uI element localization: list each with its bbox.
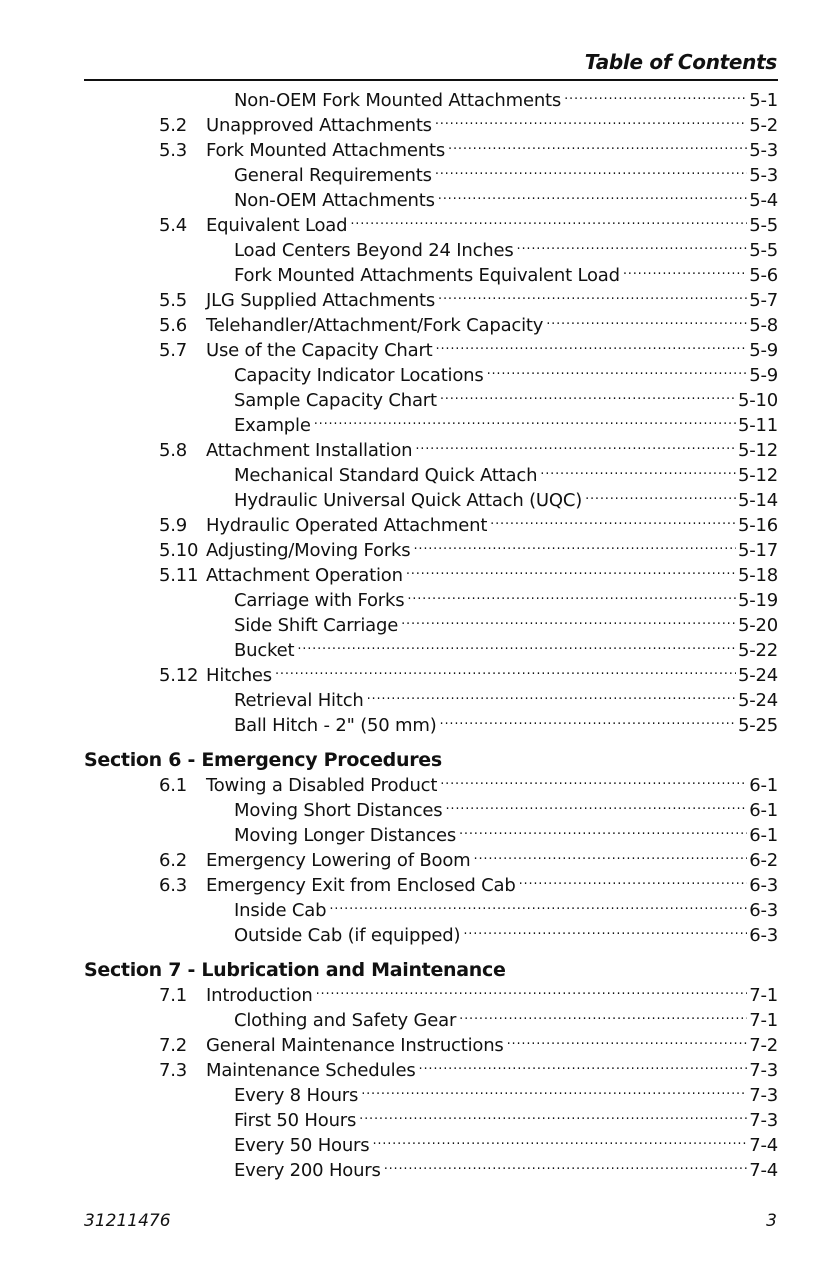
toc-entry-line bbox=[206, 438, 778, 463]
toc-entry[interactable] bbox=[0, 823, 825, 848]
toc-entry[interactable] bbox=[0, 613, 825, 638]
toc-entry-title: General Maintenance Instructions bbox=[206, 1035, 504, 1056]
dot-leader bbox=[350, 213, 747, 231]
toc-entry-line bbox=[234, 1108, 778, 1133]
toc-entry[interactable] bbox=[0, 138, 825, 163]
toc-entry-title: Side Shift Carriage bbox=[234, 615, 399, 636]
toc-entry-number: 5.12 bbox=[159, 665, 199, 686]
toc-entry-line bbox=[206, 983, 778, 1008]
toc-entry-line bbox=[206, 773, 778, 798]
toc-entry-line bbox=[234, 713, 778, 738]
toc-entry-page: 7-3 bbox=[749, 1110, 778, 1131]
toc-entry-line bbox=[206, 1033, 778, 1058]
toc-entry-title: Load Centers Beyond 24 Inches bbox=[234, 240, 514, 261]
toc-entry[interactable] bbox=[0, 1058, 825, 1083]
dot-leader bbox=[359, 1108, 747, 1126]
toc-entry-number: 6.3 bbox=[159, 875, 188, 896]
toc-entry-page: 5-17 bbox=[737, 540, 778, 561]
toc-entry-title: Use of the Capacity Chart bbox=[206, 340, 433, 361]
toc-entry[interactable] bbox=[0, 238, 825, 263]
toc-entry-title: Fork Mounted Attachments Equivalent Load bbox=[234, 265, 620, 286]
toc-entry[interactable] bbox=[0, 463, 825, 488]
toc-entry-number: 7.2 bbox=[159, 1035, 188, 1056]
toc-entry[interactable] bbox=[0, 1158, 825, 1183]
toc-entry-title: Retrieval Hitch bbox=[234, 690, 364, 711]
toc-entry-number: 5.10 bbox=[159, 540, 199, 561]
toc-entry[interactable] bbox=[0, 563, 825, 588]
toc-entry-page: 5-3 bbox=[749, 165, 778, 186]
dot-leader bbox=[623, 263, 747, 281]
toc-entry-number: 6.1 bbox=[159, 775, 188, 796]
toc-entry-number: 5.6 bbox=[159, 315, 188, 336]
toc-entry[interactable] bbox=[0, 923, 825, 948]
toc-entry[interactable] bbox=[0, 1133, 825, 1158]
toc-entry-title: Fork Mounted Attachments bbox=[206, 140, 446, 161]
dot-leader bbox=[436, 338, 748, 356]
toc-entry-page: 5-9 bbox=[749, 340, 778, 361]
toc-entry[interactable] bbox=[0, 188, 825, 213]
toc-entry-line bbox=[234, 613, 778, 638]
dot-leader bbox=[490, 513, 736, 531]
dot-leader bbox=[507, 1033, 748, 1051]
toc-entry-title: First 50 Hours bbox=[234, 1110, 357, 1131]
toc-entry-line bbox=[206, 848, 778, 873]
toc-entry-line bbox=[234, 898, 778, 923]
toc-entry-title: Every 50 Hours bbox=[234, 1135, 370, 1156]
toc-entry-number: 5.2 bbox=[159, 115, 188, 136]
toc-entry-title: Every 200 Hours bbox=[234, 1160, 381, 1181]
dot-leader bbox=[448, 138, 747, 156]
toc-entry[interactable] bbox=[0, 798, 825, 823]
toc-entry[interactable] bbox=[0, 898, 825, 923]
toc-entry-page: 5-25 bbox=[737, 715, 778, 736]
toc-entry-number: 5.3 bbox=[159, 140, 188, 161]
toc-entry-page: 5-16 bbox=[737, 515, 778, 536]
toc-entry-page: 5-7 bbox=[749, 290, 778, 311]
toc-entry-page: 5-10 bbox=[737, 390, 778, 411]
toc-entry-page: 5-2 bbox=[749, 115, 778, 136]
toc-entry[interactable] bbox=[0, 873, 825, 898]
toc-entry[interactable] bbox=[0, 438, 825, 463]
toc-entry-number: 5.8 bbox=[159, 440, 188, 461]
toc-entry-line bbox=[234, 238, 778, 263]
toc-entry[interactable] bbox=[0, 538, 825, 563]
toc-entry-line bbox=[206, 138, 778, 163]
toc-entry-title: Every 8 Hours bbox=[234, 1085, 359, 1106]
page-number: 3 bbox=[766, 1211, 777, 1231]
section-heading bbox=[0, 957, 825, 983]
dot-leader bbox=[440, 773, 747, 791]
toc-entry-page: 5-14 bbox=[737, 490, 778, 511]
toc-entry-line bbox=[206, 873, 778, 898]
dot-leader bbox=[384, 1158, 748, 1176]
toc-entry-page: 6-1 bbox=[749, 775, 778, 796]
toc-entry-line bbox=[206, 513, 778, 538]
toc-entry[interactable] bbox=[0, 1008, 825, 1033]
toc-entry-page: 7-4 bbox=[749, 1135, 778, 1156]
section-heading-text: Section 7 - Lubrication and Maintenance bbox=[84, 959, 506, 981]
dot-leader bbox=[519, 873, 748, 891]
toc-entry-page: 5-11 bbox=[737, 415, 778, 436]
toc-entry-page: 5-3 bbox=[749, 140, 778, 161]
toc-entry-number: 5.5 bbox=[159, 290, 188, 311]
toc-entry-title: Moving Longer Distances bbox=[234, 825, 456, 846]
toc-entry-page: 6-3 bbox=[749, 875, 778, 896]
toc-entry-number: 5.4 bbox=[159, 215, 188, 236]
toc-entry-title: Inside Cab bbox=[234, 900, 327, 921]
dot-leader bbox=[564, 88, 747, 106]
toc-entry-page: 5-19 bbox=[737, 590, 778, 611]
toc-entry-line bbox=[234, 823, 778, 848]
toc-entry-line bbox=[234, 1158, 778, 1183]
dot-leader bbox=[438, 188, 747, 206]
toc-entry-title: Emergency Lowering of Boom bbox=[206, 850, 471, 871]
dot-leader bbox=[487, 363, 748, 381]
toc-entry-title: Attachment Operation bbox=[206, 565, 403, 586]
dot-leader bbox=[517, 238, 748, 256]
toc-entry-number: 5.11 bbox=[159, 565, 199, 586]
toc-entry-page: 7-1 bbox=[749, 985, 778, 1006]
toc-entry-title: Telehandler/Attachment/Fork Capacity bbox=[206, 315, 544, 336]
toc-entry-page: 5-6 bbox=[749, 265, 778, 286]
dot-leader bbox=[361, 1083, 747, 1101]
dot-leader bbox=[419, 1058, 748, 1076]
dot-leader bbox=[275, 663, 736, 681]
toc-entry-line bbox=[234, 488, 778, 513]
toc-entry-line bbox=[234, 798, 778, 823]
toc-entry-title: Ball Hitch - 2" (50 mm) bbox=[234, 715, 437, 736]
toc-entry[interactable] bbox=[0, 1083, 825, 1108]
toc-entry-line bbox=[234, 588, 778, 613]
toc-entry-line bbox=[234, 688, 778, 713]
dot-leader bbox=[440, 713, 736, 731]
header-rule bbox=[84, 79, 778, 81]
toc-entry-title: Hydraulic Operated Attachment bbox=[206, 515, 488, 536]
toc-entry-page: 5-20 bbox=[737, 615, 778, 636]
toc-entry-line bbox=[234, 263, 778, 288]
dot-leader bbox=[314, 413, 736, 431]
toc-entry-number: 5.9 bbox=[159, 515, 188, 536]
toc-entry-title: Carriage with Forks bbox=[234, 590, 405, 611]
dot-leader bbox=[372, 1133, 747, 1151]
toc-entry-line bbox=[206, 538, 778, 563]
toc-entry-line bbox=[234, 463, 778, 488]
toc-entry[interactable] bbox=[0, 388, 825, 413]
toc-entry-line bbox=[206, 1058, 778, 1083]
toc-entry-title: Example bbox=[234, 415, 311, 436]
toc-entry[interactable] bbox=[0, 263, 825, 288]
toc-entry-title: Unapproved Attachments bbox=[206, 115, 432, 136]
toc-entry-line bbox=[206, 113, 778, 138]
dot-leader bbox=[474, 848, 748, 866]
toc-entry[interactable] bbox=[0, 213, 825, 238]
toc-entry-page: 6-1 bbox=[749, 800, 778, 821]
dot-leader bbox=[435, 113, 747, 131]
toc-entry-page: 6-3 bbox=[749, 900, 778, 921]
toc-entry-page: 7-1 bbox=[749, 1010, 778, 1031]
toc-entry[interactable] bbox=[0, 713, 825, 738]
toc-entry-title: Moving Short Distances bbox=[234, 800, 443, 821]
toc-entry-title: Capacity Indicator Locations bbox=[234, 365, 484, 386]
toc-entry[interactable] bbox=[0, 88, 825, 113]
toc-entry[interactable] bbox=[0, 338, 825, 363]
dot-leader bbox=[297, 638, 736, 656]
toc-entry-line bbox=[206, 663, 778, 688]
toc-entry-title: Maintenance Schedules bbox=[206, 1060, 416, 1081]
toc-entry-line bbox=[234, 163, 778, 188]
toc-entry-line bbox=[234, 188, 778, 213]
toc-entry-number: 7.1 bbox=[159, 985, 188, 1006]
toc-entry-line bbox=[234, 638, 778, 663]
dot-leader bbox=[438, 288, 747, 306]
section-heading bbox=[0, 747, 825, 773]
toc-entry[interactable] bbox=[0, 413, 825, 438]
toc-entry-number: 5.7 bbox=[159, 340, 188, 361]
toc-entry-title: Hydraulic Universal Quick Attach (UQC) bbox=[234, 490, 583, 511]
toc-entry[interactable] bbox=[0, 663, 825, 688]
toc-entry-title: Mechanical Standard Quick Attach bbox=[234, 465, 538, 486]
toc-entry-title: General Requirements bbox=[234, 165, 432, 186]
dot-leader bbox=[401, 613, 736, 631]
toc-entry[interactable] bbox=[0, 983, 825, 1008]
toc-entry-line bbox=[206, 313, 778, 338]
toc-entry-page: 5-9 bbox=[749, 365, 778, 386]
toc-entry-page: 5-22 bbox=[737, 640, 778, 661]
page-header-title: Table of Contents bbox=[584, 50, 777, 74]
toc-entry-number: 7.3 bbox=[159, 1060, 188, 1081]
toc-entry-title: Non-OEM Fork Mounted Attachments bbox=[234, 90, 562, 111]
toc-entry-title: Attachment Installation bbox=[206, 440, 413, 461]
section-heading-text: Section 6 - Emergency Procedures bbox=[84, 749, 442, 771]
toc-entry-title: Clothing and Safety Gear bbox=[234, 1010, 457, 1031]
toc-entry-page: 7-3 bbox=[749, 1085, 778, 1106]
dot-leader bbox=[329, 898, 747, 916]
toc-entry-line bbox=[206, 288, 778, 313]
toc-entry[interactable] bbox=[0, 848, 825, 873]
toc-entry-title: Hitches bbox=[206, 665, 272, 686]
toc-entry-page: 5-12 bbox=[737, 465, 778, 486]
toc-entry-line bbox=[206, 338, 778, 363]
dot-leader bbox=[463, 923, 747, 941]
toc-entry-page: 5-4 bbox=[749, 190, 778, 211]
toc-entry-page: 6-1 bbox=[749, 825, 778, 846]
toc-entry-page: 6-3 bbox=[749, 925, 778, 946]
toc-entry[interactable] bbox=[0, 288, 825, 313]
toc-entry[interactable] bbox=[0, 588, 825, 613]
dot-leader bbox=[540, 463, 736, 481]
toc-entry[interactable] bbox=[0, 773, 825, 798]
toc-entry-page: 7-4 bbox=[749, 1160, 778, 1181]
toc-entry-title: Towing a Disabled Product bbox=[206, 775, 438, 796]
toc-entry-page: 5-24 bbox=[737, 690, 778, 711]
toc-entry[interactable] bbox=[0, 638, 825, 663]
toc-entry-title: Adjusting/Moving Forks bbox=[206, 540, 411, 561]
toc-entry-title: Introduction bbox=[206, 985, 313, 1006]
toc-entry-line bbox=[234, 923, 778, 948]
dot-leader bbox=[445, 798, 747, 816]
dot-leader bbox=[459, 1008, 747, 1026]
toc-entry-page: 5-1 bbox=[749, 90, 778, 111]
toc-entry[interactable] bbox=[0, 113, 825, 138]
toc-entry-page: 7-3 bbox=[749, 1060, 778, 1081]
dot-leader bbox=[367, 688, 736, 706]
toc-entry-line bbox=[206, 213, 778, 238]
document-number: 31211476 bbox=[84, 1211, 171, 1231]
toc-entry[interactable] bbox=[0, 488, 825, 513]
toc-entry[interactable] bbox=[0, 313, 825, 338]
toc-entry[interactable] bbox=[0, 513, 825, 538]
dot-leader bbox=[415, 438, 736, 456]
dot-leader bbox=[407, 588, 736, 606]
toc-entry-title: Emergency Exit from Enclosed Cab bbox=[206, 875, 516, 896]
toc-entry-line bbox=[234, 1008, 778, 1033]
toc-entry-title: Non-OEM Attachments bbox=[234, 190, 435, 211]
table-of-contents bbox=[0, 88, 825, 1183]
dot-leader bbox=[406, 563, 736, 581]
toc-entry-title: Equivalent Load bbox=[206, 215, 348, 236]
dot-leader bbox=[440, 388, 736, 406]
toc-entry-line bbox=[234, 363, 778, 388]
toc-entry[interactable] bbox=[0, 363, 825, 388]
toc-entry-title: Outside Cab (if equipped) bbox=[234, 925, 461, 946]
dot-leader bbox=[546, 313, 747, 331]
toc-entry-line bbox=[234, 388, 778, 413]
toc-entry-title: JLG Supplied Attachments bbox=[206, 290, 436, 311]
toc-entry-number: 6.2 bbox=[159, 850, 188, 871]
dot-leader bbox=[316, 983, 748, 1001]
toc-entry-page: 5-12 bbox=[737, 440, 778, 461]
toc-entry-line bbox=[234, 1083, 778, 1108]
toc-entry-title: Bucket bbox=[234, 640, 295, 661]
toc-entry[interactable] bbox=[0, 688, 825, 713]
dot-leader bbox=[585, 488, 736, 506]
toc-entry-page: 5-24 bbox=[737, 665, 778, 686]
toc-entry-page: 5-18 bbox=[737, 565, 778, 586]
toc-entry-page: 5-5 bbox=[749, 240, 778, 261]
toc-entry-line bbox=[234, 88, 778, 113]
dot-leader bbox=[459, 823, 747, 841]
toc-entry-page: 5-5 bbox=[749, 215, 778, 236]
toc-entry-title: Sample Capacity Chart bbox=[234, 390, 437, 411]
toc-entry-page: 6-2 bbox=[749, 850, 778, 871]
dot-leader bbox=[435, 163, 747, 181]
toc-entry-line bbox=[234, 1133, 778, 1158]
toc-entry[interactable] bbox=[0, 163, 825, 188]
toc-entry[interactable] bbox=[0, 1108, 825, 1133]
toc-entry[interactable] bbox=[0, 1033, 825, 1058]
toc-entry-line bbox=[206, 563, 778, 588]
dot-leader bbox=[413, 538, 735, 556]
toc-entry-page: 7-2 bbox=[749, 1035, 778, 1056]
toc-entry-line bbox=[234, 413, 778, 438]
toc-entry-page: 5-8 bbox=[749, 315, 778, 336]
